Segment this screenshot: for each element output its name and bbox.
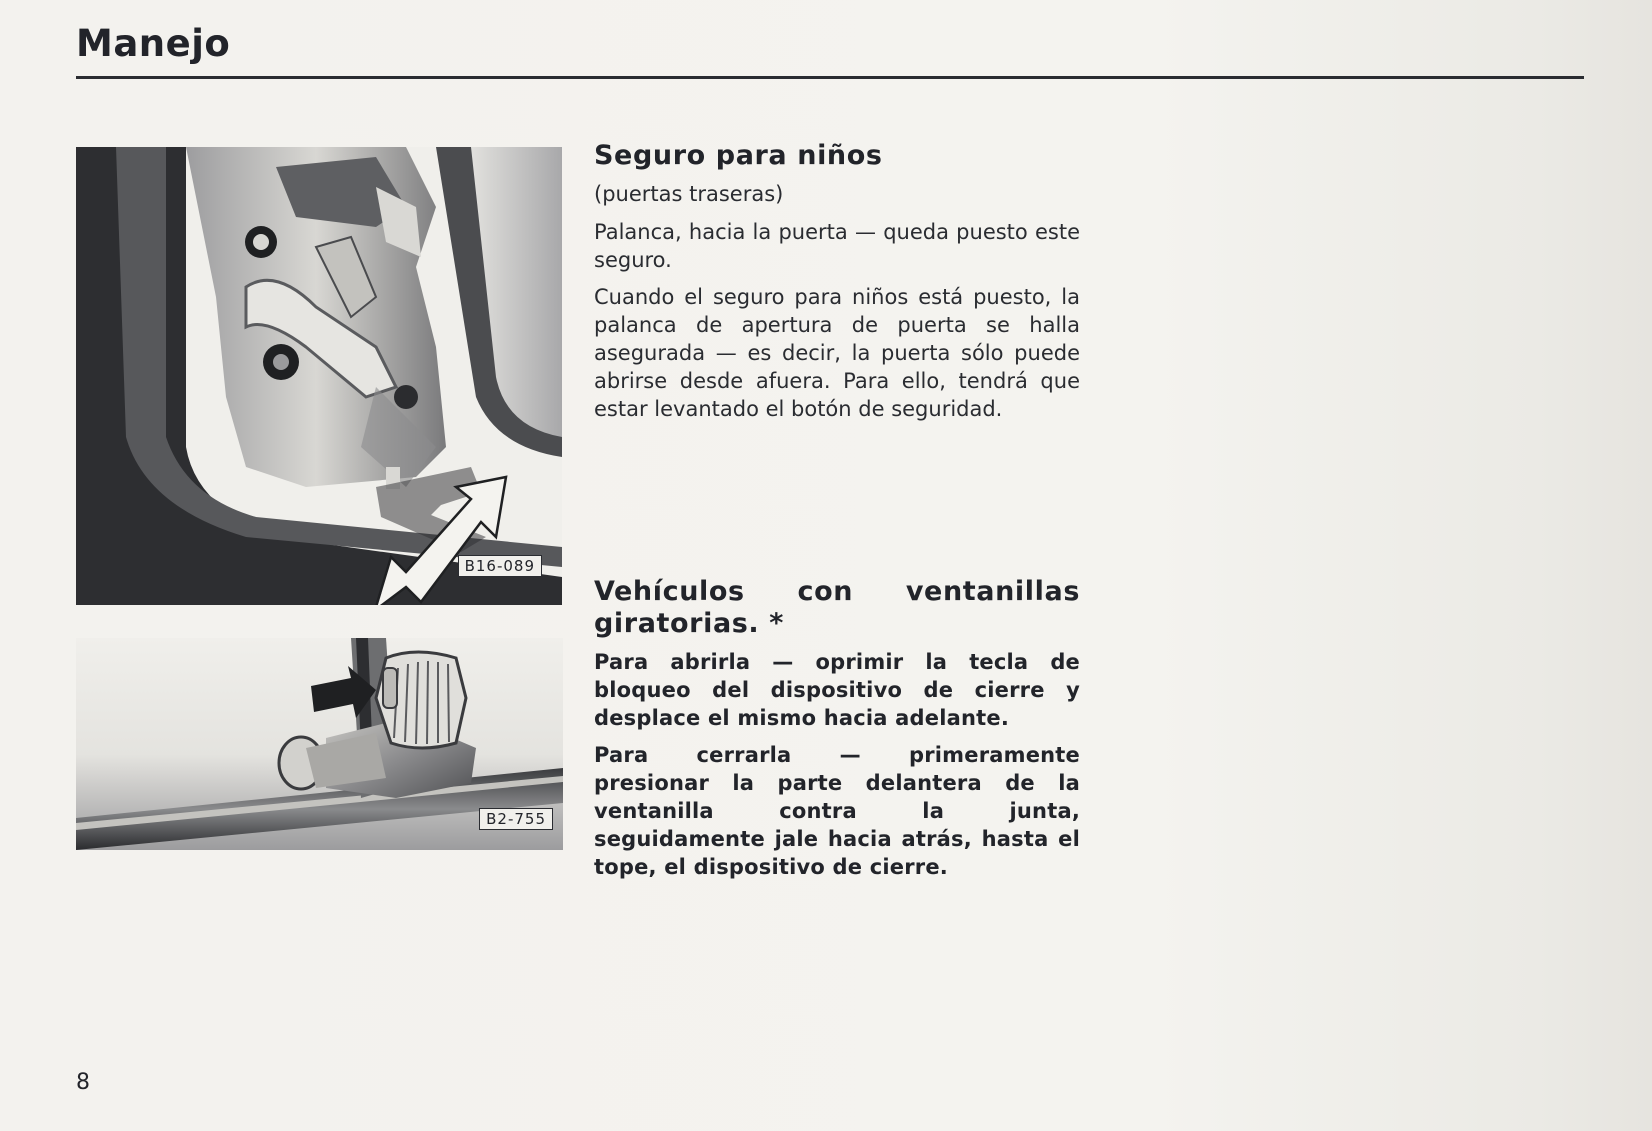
child-lock-photo [76,147,562,605]
figure-window-latch [76,638,563,850]
header-rule [76,76,1584,79]
section-paragraph: Palanca, hacia la puerta — queda puesto este seguro. [594,220,1080,272]
section-rotating-windows [594,576,1080,890]
section-child-lock [594,140,1080,432]
figure-child-lock [76,147,562,605]
section-heading: Seguro para niños [594,140,883,171]
section-subheading: (puertas traseras) [594,182,784,206]
figure-label: B16-089 [458,555,542,577]
section-paragraph: Cuando el seguro para niños está puesto, la palanca de apertura de puerta se halla asegurada — es decir, la puerta sólo puede abrirse desde afuera. Para ello, tendrá que estar levantado el botón de seguridad. [594,285,1080,421]
section-paragraph: Para abrirla — oprimir la tecla de bloqueo del dispositivo de cierre y desplace el mismo hacia adelante. [594,650,1080,730]
page-title: Manejo [76,22,231,65]
section-heading: Vehículos con ventanillas giratorias. * [594,576,1080,639]
section-paragraph: Para cerrarla — primeramente presionar la parte delantera de la ventanilla contra la junta, seguidamente jale hacia atrás, hasta el tope, el dispositivo de cierre. [594,743,1080,879]
figure-label: B2-755 [479,808,553,830]
page-number: 8 [76,1070,90,1095]
